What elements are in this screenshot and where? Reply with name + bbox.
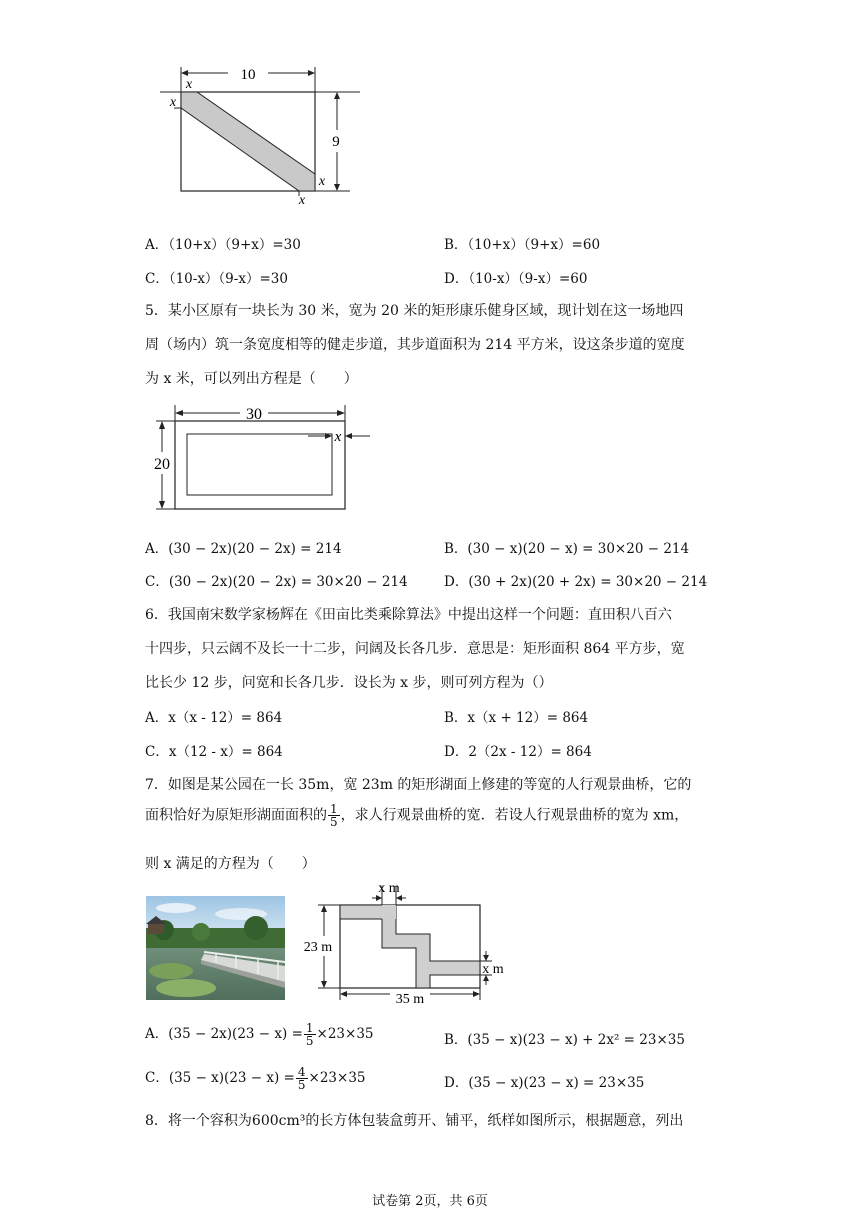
q7-option-d[interactable]: D．(35 − x)(23 − x) = 23×35 [444,1075,645,1091]
q7-text-line [145,803,725,828]
q5-text-line: 周（场内）筑一条宽度相等的健走步道，其步道面积为 214 平方米，设这条步道的宽度 [145,337,685,353]
fraction [328,803,340,828]
q7-text-segment: ，求人行观景曲桥的宽．若设人行观景曲桥的宽为 xm， [340,807,689,824]
q7-option-c-text: ×23×35 [308,1070,366,1086]
q4-option-d[interactable]: D．（10-x）（9-x）=60 [444,271,588,287]
q6-option-d[interactable]: D．2（2x - 12）= 864 [444,744,592,760]
q4-figure [160,62,360,212]
fraction-denominator: 5 [297,1078,306,1092]
q7-option-a-text: A．(35 − 2x)(23 − x) = [145,1026,303,1042]
fraction-numerator: 1 [330,802,338,816]
q7-option-c[interactable] [145,1066,366,1091]
q5-text-line: 5．某小区原有一块长为 30 米，宽为 20 米的矩形康乐健身区域，现计划在这一场地四 [145,303,684,319]
q4-right-label: 9 [332,134,340,150]
q5-option-d[interactable]: D．(30 + 2x)(20 + 2x) = 30×20 − 214 [444,574,708,590]
q4-x-label: x [185,77,193,92]
q7-text-segment: 面积恰好为原矩形湖面面积的 [145,807,327,824]
q7-right-label: x m [482,962,504,977]
q7-top-label: x m [378,881,400,896]
q4-option-a[interactable]: A．（10+x）（9+x）=30 [145,237,301,253]
q7-bottom-label: 35 m [395,992,425,1006]
q5-option-a[interactable]: A．(30 − 2x)(20 − 2x) = 214 [145,541,342,557]
q6-text-line: 十四步，只云阔不及长一十二步，问阔及长各几步．意思是：矩形面积 864 平方步，宽 [145,641,685,657]
q7-text-line: 则 x 满足的方程为（ ） [145,856,316,872]
q5-top-label: 30 [246,406,262,423]
q7-option-b[interactable]: B．(35 − x)(23 − x) + 2x² = 23×35 [444,1032,685,1048]
q6-option-a[interactable]: A．x（x - 12）= 864 [145,710,283,726]
q4-top-label: 10 [240,67,256,83]
q5-x-label: x [334,429,342,445]
q6-text-line: 6．我国南宋数学家杨辉在《田亩比类乘除算法》中提出这样一个问题：直田积八百六 [145,607,672,623]
park-bridge-photo [146,896,285,1000]
q8-text-line: 8．将一个容积为600cm³的长方体包装盒剪开、铺平，纸样如图所示，根据题意，列出 [145,1113,684,1129]
fraction-denominator: 5 [330,815,338,829]
q5-text-line: 为 x 米，可以列出方程是（ ） [145,371,358,387]
q7-text-line: 7．如图是某公园在一长 35m，宽 23m 的矩形湖面上修建的等宽的人行观景曲桥，它的 [145,777,692,793]
q4-x-label: x [169,95,177,110]
q4-option-b[interactable]: B．（10+x）（9+x）=60 [444,237,601,253]
q7-figure [300,878,510,1006]
fraction-denominator: 5 [305,1034,314,1048]
fraction-numerator: 1 [305,1021,314,1035]
q4-x-label: x [318,174,326,189]
q6-option-b[interactable]: B．x（x + 12）= 864 [444,710,589,726]
q6-text-line: 比长少 12 步，问宽和长各几步．设长为 x 步，则可列方程为（） [145,675,553,691]
q4-x-label: x [298,193,306,208]
fraction [304,1022,316,1047]
page-footer: 试卷第 2页，共 6页 [372,1194,488,1209]
q5-option-c[interactable]: C．(30 − 2x)(20 − 2x) = 30×20 − 214 [145,574,408,590]
q5-option-b[interactable]: B．(30 − x)(20 − x) = 30×20 − 214 [444,541,690,557]
q5-left-label: 20 [154,456,170,473]
q6-option-c[interactable]: C．x（12 - x）= 864 [145,744,283,760]
q5-figure [148,400,378,515]
q7-left-label: 23 m [303,940,333,955]
fraction [296,1066,308,1091]
fraction-numerator: 4 [297,1065,306,1079]
q7-option-c-text: C．(35 − x)(23 − x) = [145,1070,295,1086]
q7-option-a-text: ×23×35 [316,1026,374,1042]
q4-option-c[interactable]: C．（10-x）（9-x）=30 [145,271,288,287]
q7-option-a[interactable] [145,1022,374,1047]
